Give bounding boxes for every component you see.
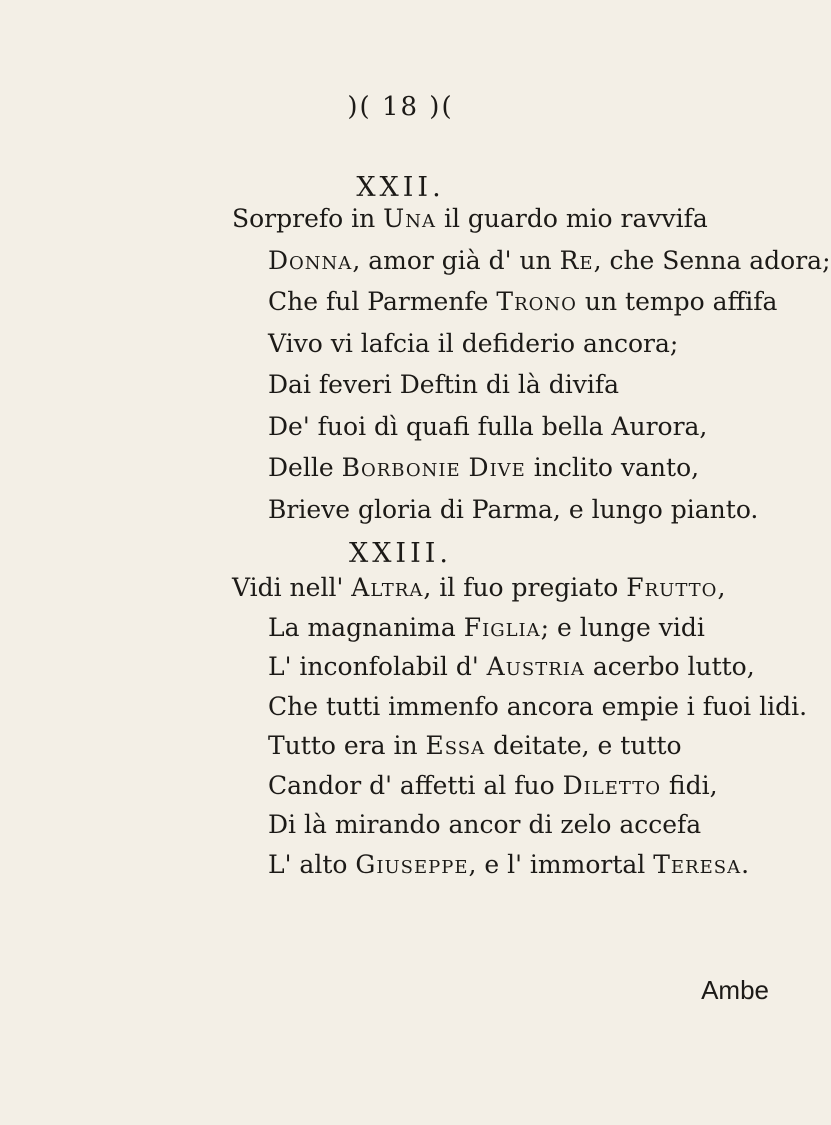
page-number: )( 18 )(: [347, 92, 454, 122]
verse-line: [268, 849, 750, 879]
verse-text: L' alto: [268, 849, 356, 879]
verse-line: [232, 575, 725, 600]
verse-line: [268, 411, 708, 441]
verse-text: , che Senna adora;: [593, 245, 831, 275]
small-caps-word: Una: [383, 204, 436, 233]
small-caps-word: Donna: [268, 245, 353, 275]
catchword: Ambe: [701, 975, 769, 1005]
verse-text: Vidi nell': [232, 573, 352, 602]
verse-line: [268, 455, 699, 480]
verse-text: inclito vanto,: [525, 453, 700, 482]
verse-line: [268, 770, 718, 800]
small-caps-word: Giuseppe: [355, 849, 469, 879]
verse-text: Tutto era in: [268, 731, 426, 760]
verse-line: [268, 691, 808, 721]
verse-text: Che tutti immenfo ancora empie i fuoi lidi.: [268, 691, 808, 721]
small-caps-word: Altra: [351, 573, 424, 602]
verse-text: Di là mirando ancor di zelo accefa: [268, 810, 702, 839]
small-caps-word: Austria: [486, 652, 585, 681]
verse-text: Brieve gloria di Parma, e lungo pianto.: [268, 494, 759, 524]
verse-text: , amor già d' un: [352, 245, 560, 275]
verse-text: Dai feveri Deftin di là divifa: [268, 370, 620, 399]
small-caps-word: Teresa: [653, 849, 742, 879]
small-caps-word: Essa: [425, 731, 486, 760]
verse-text: [461, 453, 469, 482]
verse-text: , il fuo pregiato: [423, 573, 627, 602]
verse-text: L' inconfolabil d': [268, 652, 487, 681]
verse-line: [232, 206, 708, 231]
section-title-xxiii: XXIII.: [348, 538, 453, 569]
verse-text: Che ful Parmenfe: [268, 287, 497, 316]
verse-line: [268, 289, 777, 314]
verse-text: il guardo mio ravvifa: [436, 204, 708, 233]
small-caps-word: Re: [559, 245, 594, 275]
verse-text: Vivo vi lafcia il defiderio ancora;: [268, 328, 679, 358]
verse-text: Candor d' affetti al fuo: [268, 770, 563, 800]
verse-line: [268, 733, 682, 758]
verse-text: acerbo lutto,: [584, 652, 755, 681]
verse-text: fidi,: [660, 770, 718, 800]
verse-line: [268, 654, 755, 679]
verse-text: La magnanima: [268, 612, 464, 642]
verse-text: De' fuoi dì quafi fulla bella Aurora,: [268, 411, 708, 441]
verse-text: Delle: [268, 453, 342, 482]
verse-line: [268, 812, 701, 837]
verse-line: [268, 328, 679, 358]
verse-line: [268, 372, 619, 397]
verse-text: un tempo affifa: [576, 287, 778, 316]
small-caps-word: Dive: [468, 453, 526, 482]
section-title-xxii: XXII.: [356, 172, 445, 203]
verse-text: Sorprefo in: [232, 204, 384, 233]
verse-text: deitate, e tutto: [485, 731, 682, 760]
verse-text: ; e lunge vidi: [540, 612, 705, 642]
verse-line: [268, 612, 705, 642]
small-caps-word: Borbonie: [341, 453, 461, 482]
small-caps-word: Trono: [496, 287, 577, 316]
small-caps-word: Figlia: [463, 612, 541, 642]
verse-text: ,: [717, 573, 726, 602]
small-caps-word: Diletto: [562, 770, 661, 800]
verse-line: [268, 245, 831, 275]
verse-text: , e l' immortal: [468, 849, 654, 879]
verse-text: .: [741, 849, 750, 879]
verse-line: [268, 494, 759, 524]
small-caps-word: Frutto: [626, 573, 718, 602]
